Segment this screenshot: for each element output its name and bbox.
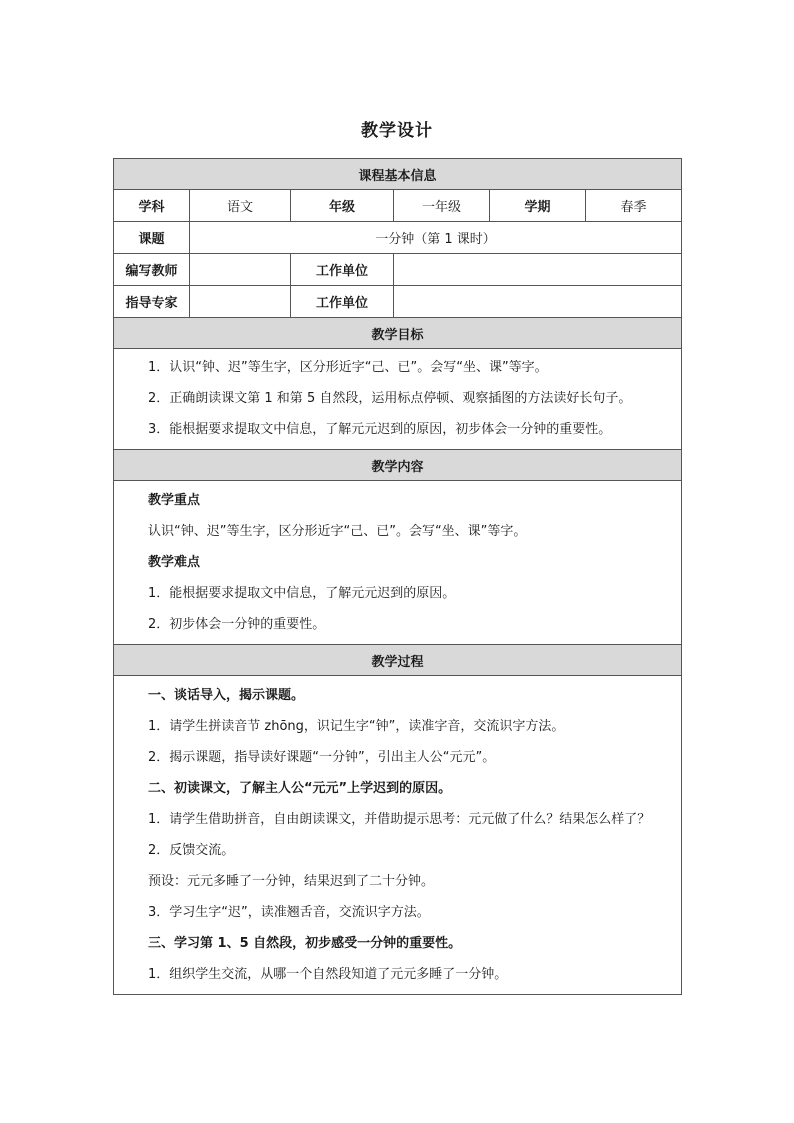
process-item: 3．学习生字“迟”，读准翘舌音，交流识字方法。 xyxy=(148,905,430,920)
process-item: 1．组织学生交流，从哪一个自然段知道了元元多睡了一分钟。 xyxy=(148,967,508,982)
process-item: 2．揭示课题，指导读好课题“一分钟”，引出主人公“元元”。 xyxy=(148,750,496,765)
expert-unit-label: 工作单位 xyxy=(291,286,394,318)
expert-label: 指导专家 xyxy=(114,286,190,318)
difficult-point-item: 1．能根据要求提取文中信息，了解元元迟到的原因。 xyxy=(148,586,456,601)
expert-unit-value xyxy=(394,286,682,318)
difficult-point-item: 2．初步体会一分钟的重要性。 xyxy=(148,617,326,632)
process-item: 1．请学生拼读音节 zhōng，识记生字“钟”，读准字音，交流识字方法。 xyxy=(148,719,565,734)
grade-label: 年级 xyxy=(291,190,394,222)
topic-label: 课题 xyxy=(114,222,190,254)
expert-value xyxy=(190,286,291,318)
lesson-plan-table xyxy=(113,158,682,995)
document-title: 教学设计 xyxy=(361,121,433,141)
process-item: 预设：元元多睡了一分钟，结果迟到了二十分钟。 xyxy=(148,874,435,889)
key-points-heading: 教学重点 xyxy=(148,493,201,508)
author-label: 编写教师 xyxy=(114,254,190,286)
author-value xyxy=(190,254,291,286)
goal-item: 2．正确朗读课文第 1 和第 5 自然段，运用标点停顿、观察插图的方法读好长句子。 xyxy=(148,391,632,406)
section-header-process: 教学过程 xyxy=(114,645,682,676)
topic-value: 一分钟（第 1 课时） xyxy=(190,222,682,254)
process-step-heading: 一、谈话导入，揭示课题。 xyxy=(148,688,305,703)
term-value: 春季 xyxy=(586,190,682,222)
process-step-heading: 三、学习第 1、5 自然段，初步感受一分钟的重要性。 xyxy=(148,936,462,951)
subject-value: 语文 xyxy=(190,190,291,222)
grade-value: 一年级 xyxy=(394,190,490,222)
goal-item: 3．能根据要求提取文中信息，了解元元迟到的原因，初步体会一分钟的重要性。 xyxy=(148,422,612,437)
info-row-expert xyxy=(114,286,682,318)
process-step-heading: 二、初读课文，了解主人公“元元”上学迟到的原因。 xyxy=(148,781,452,796)
goal-item: 1．认识“钟、迟”等生字，区分形近字“己、已”。会写“坐、课”等字。 xyxy=(148,360,548,375)
difficult-points-heading: 教学难点 xyxy=(148,555,201,570)
info-row-topic xyxy=(114,222,682,254)
info-row-author xyxy=(114,254,682,286)
process-item: 2．反馈交流。 xyxy=(148,843,235,858)
content-cell xyxy=(114,481,682,645)
subject-label: 学科 xyxy=(114,190,190,222)
process-cell xyxy=(114,676,682,995)
key-points-text: 认识“钟、迟”等生字，区分形近字“己、已”。会写“坐、课”等字。 xyxy=(148,524,527,539)
section-header-basic-info: 课程基本信息 xyxy=(114,159,682,190)
goals-cell xyxy=(114,349,682,450)
author-unit-label: 工作单位 xyxy=(291,254,394,286)
author-unit-value xyxy=(394,254,682,286)
section-header-goals: 教学目标 xyxy=(114,318,682,349)
term-label: 学期 xyxy=(490,190,586,222)
process-item: 1．请学生借助拼音，自由朗读课文，并借助提示思考：元元做了什么？结果怎么样了？ xyxy=(148,812,651,827)
info-row-subject xyxy=(114,190,682,222)
section-header-content: 教学内容 xyxy=(114,450,682,481)
